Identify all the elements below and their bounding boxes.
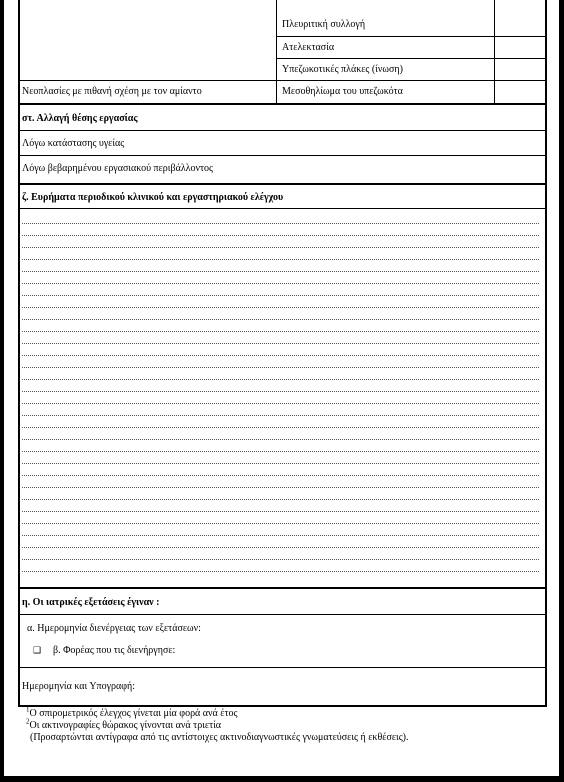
footnote-1 bbox=[26, 705, 238, 720]
table-cell: Πλευριτική συλλογή bbox=[282, 19, 366, 30]
table-cell: Μεσοθηλίωμα του υπεζωκότα bbox=[282, 86, 403, 97]
row-label: Λόγω βεβαρημένου εργασιακού περιβάλλοντος bbox=[22, 163, 214, 174]
footnote-mark: 1 bbox=[26, 705, 30, 714]
exam-date-label[interactable]: α. Ημερομηνία διενέργειας των εξετάσεων: bbox=[27, 623, 201, 634]
row-label: Λόγω κατάστασης υγείας bbox=[22, 138, 125, 149]
exam-provider-label[interactable]: β. Φορέας που τις διενήργησε: bbox=[53, 645, 176, 656]
footnote-mark: 2 bbox=[26, 717, 30, 726]
section-title: στ. Αλλαγή θέσης εργασίας bbox=[22, 113, 138, 124]
section-title: ζ. Ευρήματα περιοδικού κλινικού και εργαστηριακού ελέγχου bbox=[22, 192, 284, 203]
table-cell: Υπεζωκοτικές πλάκες (ίνωση) bbox=[282, 64, 403, 75]
checkbox-icon[interactable]: ❑ bbox=[33, 646, 42, 656]
footnote-2 bbox=[26, 717, 222, 732]
table-cell: Ατελεκτασία bbox=[282, 42, 335, 53]
footnote-text: Οι ακτινογραφίες θώρακος γίνονται ανά τριετία bbox=[29, 720, 222, 731]
footnote-text: Ο σπιρομετρικός έλεγχος γίνεται μία φορά ανά έτος bbox=[29, 708, 238, 719]
table-cell: Νεοπλασίες με πιθανή σχέση με τον αμίαντο bbox=[22, 86, 202, 97]
section-title: η. Οι ιατρικές εξετάσεις έγιναν : bbox=[22, 597, 160, 608]
footnote-3: (Προσαρτώνται αντίγραφα από τις αντίστοιχες ακτινοδιαγνωστικές γνωματεύσεις ή εκθέσεις). bbox=[30, 732, 409, 743]
date-signature-label[interactable]: Ημερομηνία και Υπογραφή: bbox=[22, 681, 136, 692]
